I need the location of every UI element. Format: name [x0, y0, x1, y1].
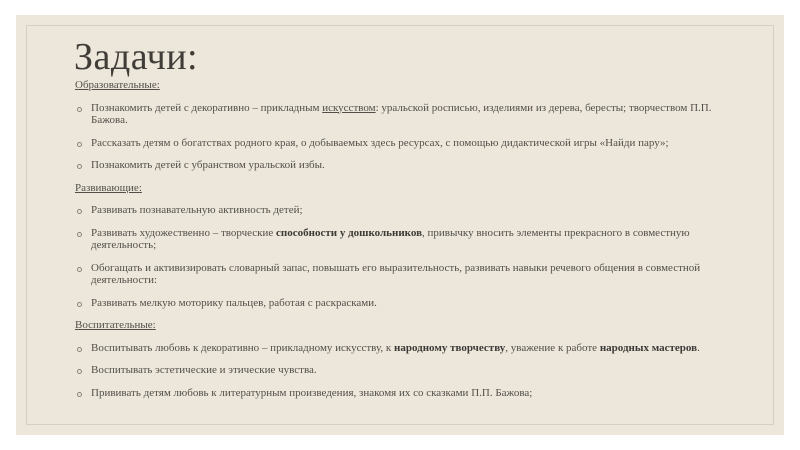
list-item — [75, 227, 715, 252]
list-item — [75, 262, 715, 287]
bullet-icon — [77, 347, 82, 352]
item-text: Обогащать и активизировать словарный запас, повышать его выразительность, развивать навыки речевого общения в совместной деятельности: — [91, 261, 701, 286]
bullet-icon — [77, 392, 82, 397]
developmental-list — [75, 204, 715, 309]
list-item — [75, 102, 715, 127]
section-heading-educational: Образовательные: — [75, 79, 160, 91]
bullet-icon — [77, 142, 82, 147]
list-item — [75, 364, 715, 377]
bullet-icon — [77, 107, 82, 112]
section-heading-developmental: Развивающие: — [75, 181, 142, 194]
item-text: Познакомить детей с убранством уральской избы. — [91, 159, 325, 171]
bullet-icon — [77, 267, 82, 272]
item-text: , уважение к работе — [505, 341, 600, 354]
section-heading-upbringing: Воспитательные: — [75, 319, 156, 331]
bullet-icon — [77, 369, 82, 374]
item-text: , привычку вносить элементы прекрасного в совместную деятельность; — [91, 226, 690, 251]
item-text: . — [697, 341, 700, 354]
item-text-bold: народному творчеству — [394, 341, 506, 354]
list-item — [75, 137, 715, 150]
bullet-icon — [77, 209, 82, 214]
list-item — [75, 159, 715, 172]
slide-title: Задачи: — [74, 36, 199, 78]
list-item — [75, 204, 715, 217]
item-text: Развивать художественно – творческие — [91, 226, 277, 239]
item-text: Воспитывать эстетические и этические чувства. — [91, 364, 317, 376]
educational-list — [75, 102, 715, 172]
item-text: Развивать познавательную активность детей; — [91, 204, 303, 216]
item-text-bold: способности у дошкольников — [276, 226, 423, 239]
bullet-icon — [77, 232, 82, 237]
slide-content — [75, 79, 715, 409]
item-text: Воспитывать любовь к декоративно – прикладному искусству, к — [91, 341, 394, 354]
item-text: : уральской росписью, изделиями из дерева, бересты; творчеством П.П. Бажова. — [91, 101, 712, 126]
slide — [16, 15, 784, 435]
item-text-underlined: искусством — [322, 101, 376, 114]
item-text: Развивать мелкую моторику пальцев, работая с раскрасками. — [91, 296, 377, 309]
item-text-bold: народных мастеров — [599, 341, 698, 354]
list-item — [75, 387, 715, 400]
item-text: Рассказать детям о богатствах родного края, о добываемых здесь ресурсах, с помощью дидактической игры «Найди пару»; — [91, 136, 669, 149]
item-text: Познакомить детей с декоративно – прикладным — [91, 101, 323, 114]
item-text: Прививать детям любовь к литературным произведения, знакомя их со сказками П.П. Бажова; — [91, 386, 533, 399]
upbringing-list — [75, 342, 715, 400]
bullet-icon — [77, 302, 82, 307]
bullet-icon — [77, 164, 82, 169]
list-item — [75, 297, 715, 310]
list-item — [75, 342, 715, 355]
